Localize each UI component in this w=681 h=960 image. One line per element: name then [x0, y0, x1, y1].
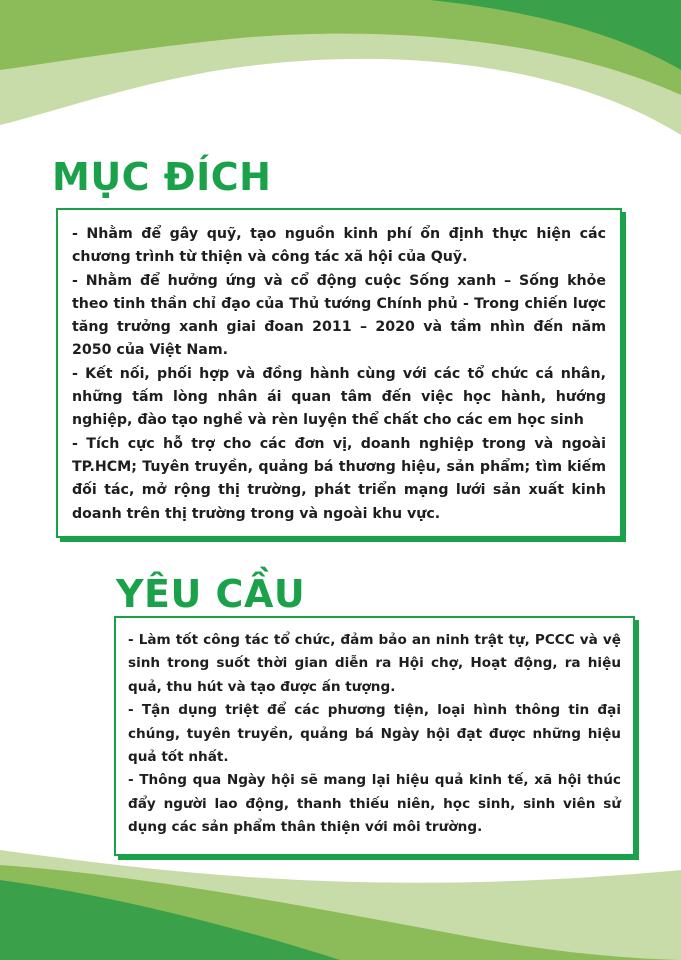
purpose-item: - Nhằm để hưởng ứng và cổ động cuộc Sống xanh – Sống khỏe theo tinh thần chỉ đạo của Thủ tướng Chính phủ - Trong chiến lược tăng trưởng xanh giai đoan 2011 – 2020 và tầm nhìn đến năm 2050 của Việt Nam.	[72, 272, 606, 359]
requirements-item: - Tận dụng triệt để các phương tiện, loại hình thông tin đại chúng, tuyên truyền, quảng bá Ngày hội đạt được những hiệu quả tốt nhất.	[128, 702, 621, 766]
purpose-heading: MỤC ĐÍCH	[52, 155, 272, 199]
purpose-item: - Nhằm để gây quỹ, tạo nguồn kinh phí ổn định thực hiện các chương trình từ thiện và công tác xã hội của Quỹ.	[72, 226, 606, 266]
bottom-wave-decoration	[0, 840, 681, 960]
purpose-item: - Tích cực hỗ trợ cho các đơn vị, doanh nghiệp trong và ngoài TP.HCM; Tuyên truyền, quảng bá thương hiệu, sản phẩm; tìm kiếm đối tác, mở rộng thị trường, phát triển mạng lưới sản xuất kinh doanh trên thị trường trong và ngoài khu vực.	[72, 435, 606, 522]
requirements-heading: YÊU CẦU	[116, 572, 306, 616]
requirements-item: - Thông qua Ngày hội sẽ mang lại hiệu quả kinh tế, xã hội thúc đẩy người lao động, thanh thiếu niên, học sinh, sinh viên sử dụng các sản phẩm thân thiện với môi trường.	[128, 772, 621, 836]
requirements-box	[114, 616, 635, 856]
top-wave-decoration	[0, 0, 681, 140]
purpose-box	[56, 208, 622, 538]
purpose-item: - Kết nối, phối hợp và đồng hành cùng với các tổ chức cá nhân, những tấm lòng nhân ái quan tâm đến việc học hành, hướng nghiệp, đào tạo nghề và rèn luyện thể chất cho các em học sinh	[72, 365, 606, 429]
requirements-item: - Làm tốt công tác tổ chức, đảm bảo an ninh trật tự, PCCC và vệ sinh trong suốt thời gian diễn ra Hội chợ, Hoạt động, ra hiệu quả, thu hút và tạo được ấn tượng.	[128, 632, 621, 695]
